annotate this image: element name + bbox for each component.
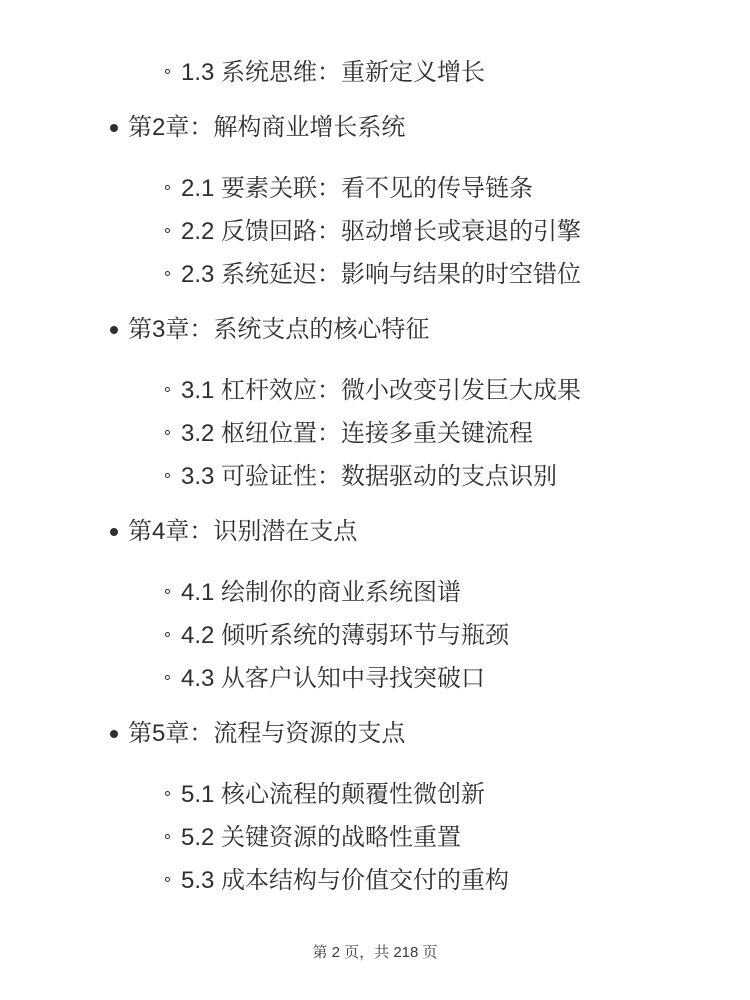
section-item [0, 51, 750, 94]
page-number-footer [0, 943, 750, 963]
section-label: 3.1 杠杆效应：微小改变引发巨大成果 [181, 377, 582, 404]
bullet-circle-icon [165, 69, 170, 74]
bullet-circle-icon [165, 834, 170, 839]
bullet-circle-icon [165, 632, 170, 637]
section-list [0, 167, 750, 296]
chapter-line [0, 712, 750, 755]
section-item [0, 773, 750, 816]
chapter-item [0, 106, 750, 296]
page-indicator: 第 2 页，共 218 页 [312, 944, 438, 961]
section-label: 5.3 成本结构与价值交付的重构 [181, 867, 510, 894]
section-item [0, 859, 750, 902]
section-item [0, 657, 750, 700]
bullet-circle-icon [165, 387, 170, 392]
bullet-circle-icon [165, 271, 170, 276]
chapter-item [0, 510, 750, 700]
chapter-title: 第2章：解构商业增长系统 [128, 114, 406, 141]
chapter-title: 第3章：系统支点的核心特征 [128, 316, 430, 343]
chapter-title: 第5章：流程与资源的支点 [128, 720, 406, 747]
bullet-circle-icon [165, 228, 170, 233]
section-list [0, 571, 750, 700]
section-item [0, 412, 750, 455]
section-label: 5.2 关键资源的战略性重置 [181, 824, 462, 851]
section-item [0, 253, 750, 296]
section-label: 5.1 核心流程的颠覆性微创新 [181, 781, 486, 808]
section-item [0, 816, 750, 859]
bullet-disc-icon [110, 326, 118, 334]
bullet-circle-icon [165, 589, 170, 594]
section-label: 4.1 绘制你的商业系统图谱 [181, 579, 462, 606]
chapter-line [0, 308, 750, 351]
section-label: 1.3 系统思维：重新定义增长 [181, 59, 486, 86]
chapter-item [0, 712, 750, 902]
section-label: 2.2 反馈回路：驱动增长或衰退的引擎 [181, 218, 582, 245]
chapter-list [0, 106, 750, 902]
chapter-item [0, 308, 750, 498]
bullet-disc-icon [110, 124, 118, 132]
section-item [0, 614, 750, 657]
section-item [0, 455, 750, 498]
chapter-line [0, 106, 750, 149]
section-list [0, 773, 750, 902]
chapter-title: 第4章：识别潜在支点 [128, 518, 358, 545]
section-label: 2.1 要素关联：看不见的传导链条 [181, 175, 534, 202]
bullet-circle-icon [165, 791, 170, 796]
section-label: 3.3 可验证性：数据驱动的支点识别 [181, 463, 558, 490]
bullet-circle-icon [165, 473, 170, 478]
section-label: 4.2 倾听系统的薄弱环节与瓶颈 [181, 622, 510, 649]
section-item [0, 369, 750, 412]
section-label: 3.2 枢纽位置：连接多重关键流程 [181, 420, 534, 447]
bullet-disc-icon [110, 730, 118, 738]
bullet-circle-icon [165, 430, 170, 435]
bullet-circle-icon [165, 185, 170, 190]
bullet-circle-icon [165, 675, 170, 680]
bullet-circle-icon [165, 877, 170, 882]
section-label: 2.3 系统延迟：影响与结果的时空错位 [181, 261, 582, 288]
bullet-disc-icon [110, 528, 118, 536]
section-item [0, 167, 750, 210]
section-item [0, 571, 750, 614]
chapter-line [0, 510, 750, 553]
section-label: 4.3 从客户认知中寻找突破口 [181, 665, 486, 692]
section-list [0, 369, 750, 498]
orphan-section-list [0, 51, 750, 94]
section-item [0, 210, 750, 253]
